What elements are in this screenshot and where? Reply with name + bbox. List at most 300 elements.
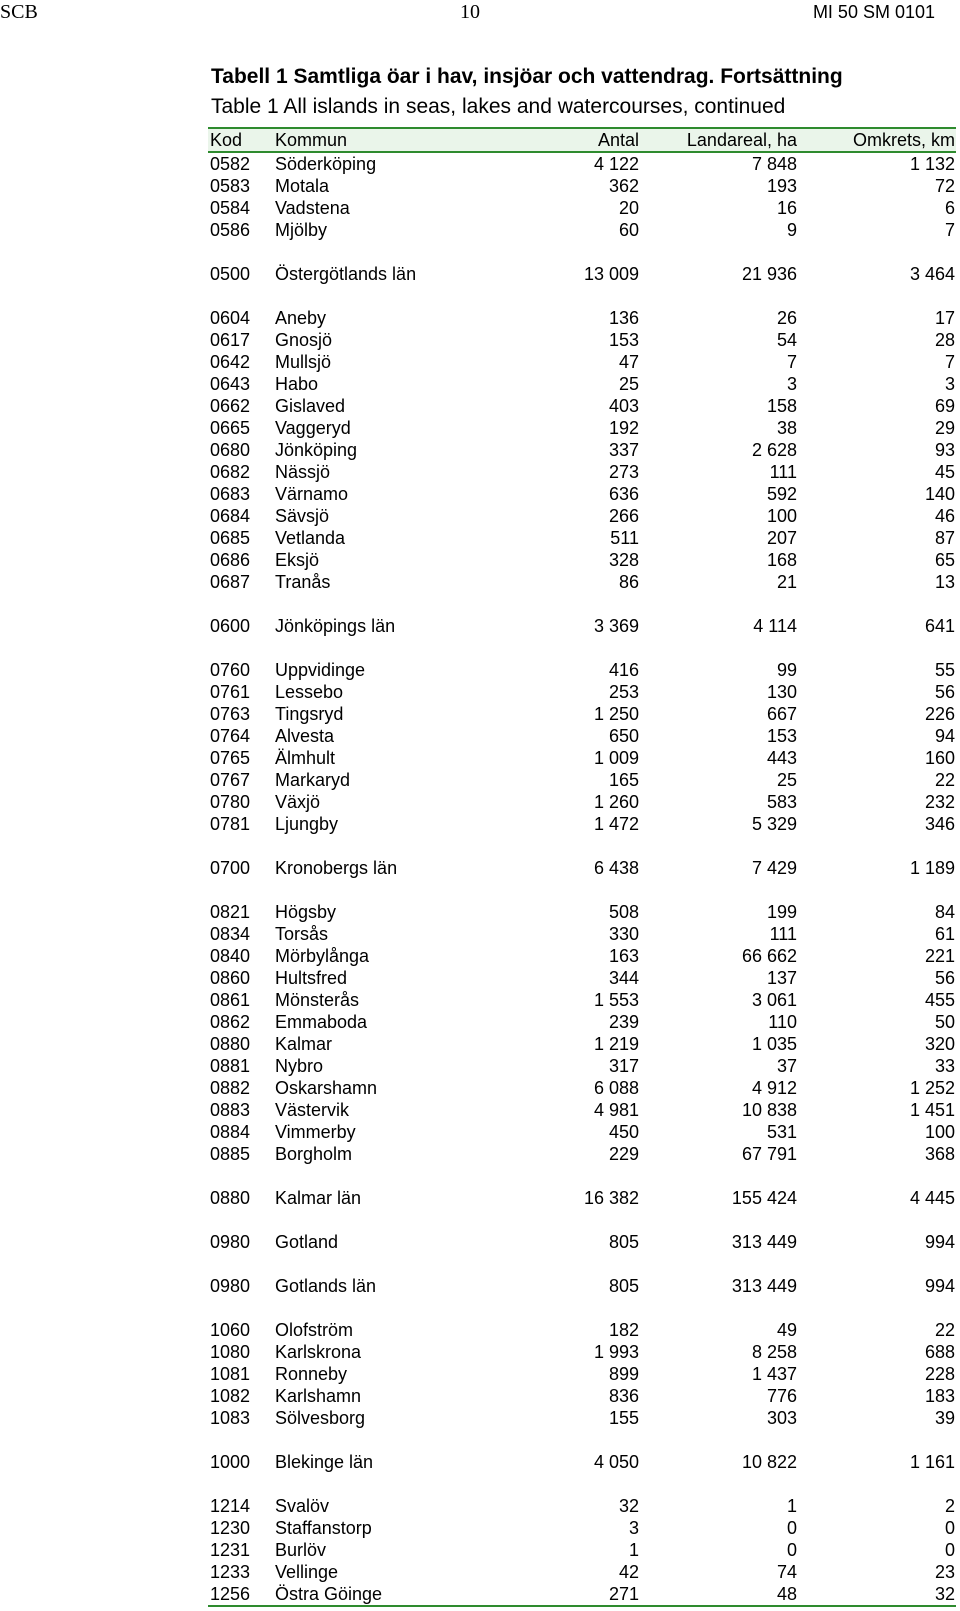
cell-omkrets: 56: [934, 682, 955, 702]
cell-antal: 1 250: [593, 704, 639, 724]
cell-landareal: 49: [776, 1320, 797, 1340]
table-row: [208, 615, 956, 637]
cell-kod: 0617: [210, 330, 251, 350]
cell-landareal: 303: [766, 1408, 797, 1428]
cell-kommun: Uppvidinge: [275, 660, 366, 680]
cell-omkrets: 46: [934, 506, 955, 526]
col-header-omkrets: Omkrets, km: [853, 130, 955, 150]
cell-omkrets: 28: [934, 330, 955, 350]
table-row: [208, 1451, 956, 1473]
cell-kommun: Mjölby: [275, 220, 328, 240]
cell-landareal: 100: [766, 506, 797, 526]
table-row: [208, 153, 956, 175]
cell-kommun: Östra Göinge: [275, 1584, 383, 1604]
cell-kommun: Torsås: [275, 924, 329, 944]
table-row: [208, 857, 956, 879]
cell-kommun: Aneby: [275, 308, 327, 328]
cell-kommun: Gotlands län: [275, 1276, 377, 1296]
publication-code: MI 50 SM 0101: [812, 2, 935, 22]
table-row: [208, 351, 956, 373]
cell-antal: 1 219: [593, 1034, 639, 1054]
cell-antal: 271: [608, 1584, 639, 1604]
cell-kommun: Karlshamn: [275, 1386, 362, 1406]
col-header-landareal: Landareal, ha: [686, 130, 797, 150]
cell-landareal: 313 449: [731, 1276, 797, 1296]
cell-kommun: Mönsterås: [275, 990, 360, 1010]
cell-landareal: 776: [766, 1386, 797, 1406]
cell-omkrets: 65: [934, 550, 955, 570]
cell-landareal: 25: [776, 770, 797, 790]
cell-landareal: 38: [776, 418, 797, 438]
cell-kod: 1233: [210, 1562, 251, 1582]
cell-antal: 155: [608, 1408, 639, 1428]
table-row: [208, 945, 956, 967]
cell-landareal: 667: [766, 704, 797, 724]
header-left: SCB: [0, 1, 38, 23]
table-row: [208, 549, 956, 571]
table-row: [208, 439, 956, 461]
cell-omkrets: 4 445: [909, 1188, 955, 1208]
cell-antal: 1 009: [593, 748, 639, 768]
cell-kommun: Nybro: [275, 1056, 324, 1076]
cell-antal: 20: [618, 198, 639, 218]
cell-omkrets: 368: [924, 1144, 955, 1164]
cell-omkrets: 160: [924, 748, 955, 768]
cell-kommun: Vetlanda: [275, 528, 346, 548]
cell-omkrets: 32: [934, 1584, 955, 1604]
table-row: [208, 395, 956, 417]
cell-antal: 4 122: [593, 154, 639, 174]
cell-omkrets: 22: [934, 1320, 955, 1340]
cell-kod: 1231: [210, 1540, 251, 1560]
cell-landareal: 4 114: [753, 616, 797, 636]
cell-landareal: 2 628: [751, 440, 797, 460]
table-row: [208, 263, 956, 285]
cell-kommun: Vadstena: [275, 198, 350, 218]
table-row: [208, 1385, 956, 1407]
cell-kod: 0687: [210, 572, 251, 592]
cell-kommun: Burlöv: [275, 1540, 327, 1560]
cell-kod: 0880: [210, 1188, 251, 1208]
cell-kod: 0881: [210, 1056, 251, 1076]
cell-antal: 273: [608, 462, 639, 482]
cell-kod: 0584: [210, 198, 251, 218]
cell-landareal: 4 912: [751, 1078, 797, 1098]
cell-antal: 266: [608, 506, 639, 526]
cell-kod: 0764: [210, 726, 251, 746]
cell-omkrets: 228: [924, 1364, 955, 1384]
cell-landareal: 7 429: [751, 858, 797, 878]
cell-antal: 253: [608, 682, 639, 702]
cell-kod: 0682: [210, 462, 251, 482]
table-row: [208, 725, 956, 747]
cell-omkrets: 7: [944, 352, 955, 372]
cell-kommun: Kalmar: [275, 1034, 333, 1054]
cell-kommun: Markaryd: [275, 770, 351, 790]
cell-antal: 4 050: [593, 1452, 639, 1472]
cell-landareal: 26: [776, 308, 797, 328]
cell-omkrets: 226: [924, 704, 955, 724]
cell-kod: 0760: [210, 660, 251, 680]
cell-kod: 1214: [210, 1496, 251, 1516]
cell-omkrets: 39: [934, 1408, 955, 1428]
cell-kod: 0500: [210, 264, 251, 284]
group-spacer: [208, 1209, 956, 1231]
cell-kommun: Sölvesborg: [275, 1408, 366, 1428]
cell-omkrets: 94: [934, 726, 955, 746]
cell-kommun: Västervik: [275, 1100, 350, 1120]
group-spacer: [208, 879, 956, 901]
cell-landareal: 7 848: [751, 154, 797, 174]
cell-antal: 3: [628, 1518, 639, 1538]
cell-kod: 1083: [210, 1408, 251, 1428]
cell-kommun: Alvesta: [275, 726, 335, 746]
table-row: [208, 989, 956, 1011]
cell-kod: 0685: [210, 528, 251, 548]
cell-antal: 47: [618, 352, 639, 372]
table-row: [208, 1363, 956, 1385]
cell-landareal: 21: [776, 572, 797, 592]
table-row: [208, 1495, 956, 1517]
cell-landareal: 99: [776, 660, 797, 680]
cell-antal: 511: [610, 528, 639, 548]
cell-omkrets: 93: [934, 440, 955, 460]
cell-kommun: Sävsjö: [275, 506, 330, 526]
table-bottom-rule: [208, 1605, 956, 1607]
group-spacer: [208, 1165, 956, 1187]
cell-kod: 0642: [210, 352, 251, 372]
cell-kod: 0643: [210, 374, 251, 394]
cell-omkrets: 17: [934, 308, 955, 328]
cell-kod: 0885: [210, 1144, 251, 1164]
cell-landareal: 153: [766, 726, 797, 746]
cell-kod: 0834: [210, 924, 251, 944]
group-spacer: [208, 1473, 956, 1495]
cell-kommun: Lessebo: [275, 682, 344, 702]
cell-kommun: Gnosjö: [275, 330, 333, 350]
table-row: [208, 1077, 956, 1099]
cell-kommun: Karlskrona: [275, 1342, 362, 1362]
cell-omkrets: 140: [924, 484, 955, 504]
cell-kommun: Söderköping: [275, 154, 377, 174]
table-titles: [211, 62, 843, 122]
cell-kommun: Jönköping: [275, 440, 358, 460]
cell-landareal: 592: [766, 484, 797, 504]
cell-omkrets: 56: [934, 968, 955, 988]
cell-antal: 239: [608, 1012, 639, 1032]
cell-kod: 1060: [210, 1320, 251, 1340]
cell-kod: 0665: [210, 418, 251, 438]
table-row: [208, 791, 956, 813]
cell-antal: 1 553: [593, 990, 639, 1010]
cell-landareal: 37: [776, 1056, 797, 1076]
cell-landareal: 5 329: [751, 814, 797, 834]
cell-landareal: 9: [786, 220, 797, 240]
cell-antal: 6 088: [593, 1078, 639, 1098]
table-row: [208, 307, 956, 329]
table-title-english: Table 1 All islands in seas, lakes and watercourses, continued: [211, 95, 786, 118]
cell-kod: 1081: [210, 1364, 251, 1384]
cell-kod: 0980: [210, 1232, 251, 1252]
cell-kod: 1256: [210, 1584, 251, 1604]
cell-landareal: 0: [786, 1540, 797, 1560]
cell-kod: 1230: [210, 1518, 251, 1538]
table-row: [208, 1583, 956, 1605]
cell-kod: 0763: [210, 704, 251, 724]
cell-kommun: Gislaved: [275, 396, 346, 416]
cell-landareal: 74: [776, 1562, 797, 1582]
cell-antal: 136: [608, 308, 639, 328]
table-row: [208, 197, 956, 219]
group-spacer: [208, 637, 956, 659]
cell-omkrets: 641: [924, 616, 955, 636]
cell-omkrets: 33: [934, 1056, 955, 1076]
cell-kommun: Tingsryd: [275, 704, 344, 724]
cell-landareal: 54: [776, 330, 797, 350]
cell-landareal: 66 662: [741, 946, 797, 966]
cell-kommun: Gotland: [275, 1232, 339, 1252]
cell-landareal: 199: [766, 902, 797, 922]
cell-antal: 1 260: [593, 792, 639, 812]
cell-antal: 836: [608, 1386, 639, 1406]
cell-kommun: Ronneby: [275, 1364, 348, 1384]
cell-antal: 153: [608, 330, 639, 350]
cell-omkrets: 183: [924, 1386, 955, 1406]
cell-kod: 0883: [210, 1100, 251, 1120]
cell-kod: 0880: [210, 1034, 251, 1054]
cell-omkrets: 45: [934, 462, 955, 482]
table-row: [208, 417, 956, 439]
table-row: [208, 329, 956, 351]
cell-antal: 1 993: [593, 1342, 639, 1362]
group-spacer: [208, 285, 956, 307]
cell-landareal: 48: [776, 1584, 797, 1604]
cell-antal: 32: [618, 1496, 639, 1516]
cell-kod: 0862: [210, 1012, 251, 1032]
cell-kommun: Staffanstorp: [275, 1518, 372, 1538]
cell-kommun: Kalmar län: [275, 1188, 362, 1208]
cell-omkrets: 1 451: [909, 1100, 955, 1120]
cell-kommun: Ljungby: [275, 814, 339, 834]
cell-kommun: Kronobergs län: [275, 858, 398, 878]
cell-antal: 403: [608, 396, 639, 416]
cell-antal: 1: [628, 1540, 639, 1560]
cell-omkrets: 2: [944, 1496, 955, 1516]
cell-antal: 899: [608, 1364, 639, 1384]
cell-kod: 0686: [210, 550, 251, 570]
cell-omkrets: 221: [924, 946, 955, 966]
table-row: [208, 1143, 956, 1165]
group-spacer: [208, 1297, 956, 1319]
table-row: [208, 1341, 956, 1363]
cell-antal: 25: [618, 374, 639, 394]
table-row: [208, 967, 956, 989]
cell-omkrets: 69: [934, 396, 955, 416]
cell-kommun: Högsby: [275, 902, 337, 922]
table-row: [208, 1561, 956, 1583]
cell-landareal: 21 936: [741, 264, 797, 284]
cell-omkrets: 13: [934, 572, 955, 592]
cell-kommun: Eksjö: [275, 550, 320, 570]
cell-landareal: 1 437: [751, 1364, 797, 1384]
cell-antal: 1 472: [593, 814, 639, 834]
cell-antal: 229: [608, 1144, 639, 1164]
table-row: [208, 747, 956, 769]
cell-landareal: 10 838: [741, 1100, 797, 1120]
cell-kommun: Vimmerby: [275, 1122, 356, 1142]
col-header-kommun: Kommun: [275, 130, 348, 150]
col-header-antal: Antal: [597, 130, 639, 150]
table-row: [208, 769, 956, 791]
cell-omkrets: 55: [934, 660, 955, 680]
cell-landareal: 16: [776, 198, 797, 218]
cell-landareal: 7: [786, 352, 797, 372]
table-row: [208, 1407, 956, 1429]
cell-kommun: Habo: [275, 374, 319, 394]
cell-kommun: Vellinge: [275, 1562, 339, 1582]
cell-antal: 163: [608, 946, 639, 966]
table-row: [208, 461, 956, 483]
table-row: [208, 923, 956, 945]
cell-omkrets: 3 464: [909, 264, 955, 284]
cell-omkrets: 29: [934, 418, 955, 438]
cell-kommun: Olofström: [275, 1320, 354, 1340]
cell-kommun: Värnamo: [275, 484, 349, 504]
cell-landareal: 1: [786, 1496, 797, 1516]
cell-kod: 0884: [210, 1122, 251, 1142]
cell-omkrets: 50: [934, 1012, 955, 1032]
cell-omkrets: 455: [924, 990, 955, 1010]
cell-antal: 650: [608, 726, 639, 746]
table-row: [208, 505, 956, 527]
group-spacer: [208, 241, 956, 263]
cell-kod: 0882: [210, 1078, 251, 1098]
table-row: [208, 571, 956, 593]
cell-omkrets: 232: [924, 792, 955, 812]
table-row: [208, 1517, 956, 1539]
cell-landareal: 130: [766, 682, 797, 702]
cell-antal: 416: [608, 660, 639, 680]
cell-kod: 0700: [210, 858, 251, 878]
cell-kod: 0604: [210, 308, 251, 328]
group-spacer: [208, 593, 956, 615]
cell-antal: 4 981: [593, 1100, 639, 1120]
cell-kommun: Nässjö: [275, 462, 331, 482]
table-row: [208, 1099, 956, 1121]
cell-omkrets: 994: [924, 1232, 955, 1252]
cell-antal: 330: [608, 924, 639, 944]
cell-omkrets: 346: [924, 814, 955, 834]
cell-omkrets: 61: [934, 924, 955, 944]
cell-kommun: Svalöv: [275, 1496, 330, 1516]
cell-omkrets: 23: [934, 1562, 955, 1582]
cell-landareal: 158: [766, 396, 797, 416]
cell-omkrets: 0: [944, 1518, 955, 1538]
cell-omkrets: 1 161: [909, 1452, 955, 1472]
cell-kommun: Växjö: [275, 792, 321, 812]
cell-landareal: 137: [766, 968, 797, 988]
cell-landareal: 67 791: [741, 1144, 797, 1164]
cell-landareal: 111: [769, 924, 797, 944]
cell-antal: 192: [608, 418, 639, 438]
cell-omkrets: 3: [944, 374, 955, 394]
table-row: [208, 483, 956, 505]
cell-landareal: 8 258: [751, 1342, 797, 1362]
table-title-swedish: Tabell 1 Samtliga öar i hav, insjöar och vattendrag. Fortsättning: [211, 65, 843, 88]
islands-table: [208, 127, 956, 1607]
cell-landareal: 531: [766, 1122, 797, 1142]
cell-omkrets: 84: [934, 902, 955, 922]
table-row: [208, 659, 956, 681]
cell-kod: 0767: [210, 770, 251, 790]
cell-kod: 0765: [210, 748, 251, 768]
table-row: [208, 703, 956, 725]
cell-kommun: Östergötlands län: [275, 264, 417, 284]
cell-omkrets: 0: [944, 1540, 955, 1560]
cell-kommun: Mörbylånga: [275, 946, 370, 966]
cell-landareal: 0: [786, 1518, 797, 1538]
cell-kod: 0684: [210, 506, 251, 526]
cell-kod: 0980: [210, 1276, 251, 1296]
cell-antal: 344: [608, 968, 639, 988]
cell-antal: 508: [608, 902, 639, 922]
table-row: [208, 901, 956, 923]
cell-antal: 450: [608, 1122, 639, 1142]
cell-landareal: 443: [766, 748, 797, 768]
cell-omkrets: 22: [934, 770, 955, 790]
cell-antal: 3 369: [593, 616, 639, 636]
table-row: [208, 1231, 956, 1253]
cell-kommun: Tranås: [275, 572, 331, 592]
page-number: 10: [460, 1, 480, 23]
table-row: [208, 175, 956, 197]
cell-omkrets: 1 189: [909, 858, 955, 878]
cell-kod: 1000: [210, 1452, 251, 1472]
cell-kommun: Jönköpings län: [275, 616, 396, 636]
table-row: [208, 813, 956, 835]
cell-kod: 0860: [210, 968, 251, 988]
cell-kod: 0582: [210, 154, 251, 174]
cell-landareal: 110: [768, 1012, 797, 1032]
table-row: [208, 1011, 956, 1033]
table-row: [208, 681, 956, 703]
cell-kommun: Motala: [275, 176, 330, 196]
table-header-row: [208, 127, 956, 153]
cell-landareal: 10 822: [741, 1452, 797, 1472]
cell-antal: 636: [608, 484, 639, 504]
cell-kod: 0780: [210, 792, 251, 812]
cell-landareal: 583: [766, 792, 797, 812]
cell-omkrets: 100: [924, 1122, 955, 1142]
cell-kod: 0840: [210, 946, 251, 966]
cell-kommun: Vaggeryd: [275, 418, 351, 438]
cell-kommun: Mullsjö: [275, 352, 332, 372]
cell-omkrets: 6: [944, 198, 955, 218]
cell-antal: 42: [618, 1562, 639, 1582]
cell-kommun: Oskarshamn: [275, 1078, 378, 1098]
cell-omkrets: 994: [924, 1276, 955, 1296]
table-row: [208, 1033, 956, 1055]
table-row: [208, 1055, 956, 1077]
cell-kod: 0761: [210, 682, 251, 702]
cell-landareal: 207: [766, 528, 797, 548]
cell-omkrets: 1 252: [909, 1078, 955, 1098]
group-spacer: [208, 1253, 956, 1275]
cell-antal: 337: [608, 440, 639, 460]
cell-kommun: Älmhult: [275, 748, 336, 768]
cell-omkrets: 72: [934, 176, 955, 196]
cell-kod: 0821: [210, 902, 251, 922]
